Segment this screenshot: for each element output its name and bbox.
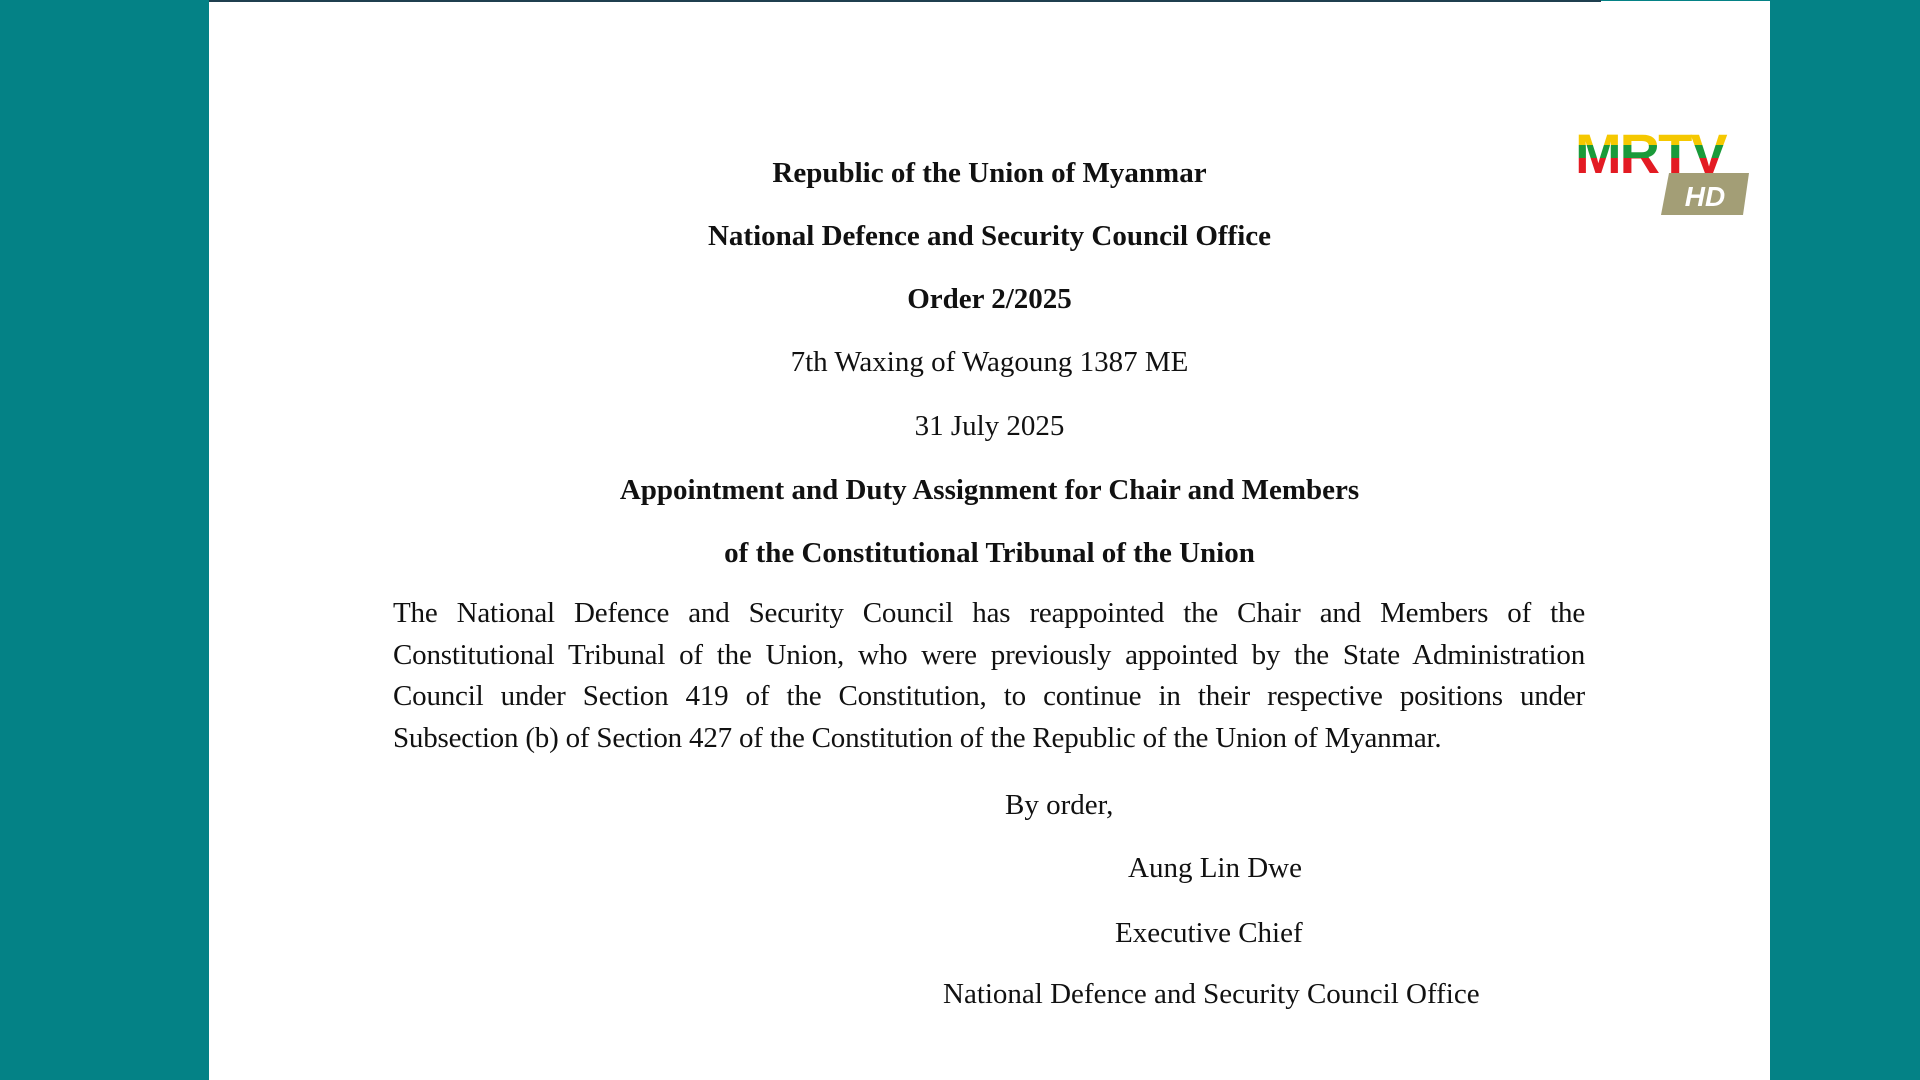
date-myanmar: 7th Waxing of Wagoung 1387 ME [790,346,1189,378]
signature-name: Aung Lin Dwe [1128,852,1302,884]
signature-title: Executive Chief [1115,917,1303,949]
signature-by-order: By order, [1005,789,1114,821]
top-border-line [209,0,1601,2]
subject-line-1: Appointment and Duty Assignment for Chair and Members [619,474,1360,506]
order-number: Order 2/2025 [907,283,1072,315]
header-country: Republic of the Union of Myanmar [772,157,1207,189]
right-frame-bar [1770,0,1920,1080]
mrtv-hd-logo [1573,123,1753,215]
date-gregorian: 31 July 2025 [914,410,1065,442]
header-office: National Defence and Security Council Office [707,220,1271,252]
document-page [209,1,1770,1080]
left-frame-bar [0,0,209,1080]
subject-line-2: of the Constitutional Tribunal of the Union [724,537,1255,569]
hd-badge-text: HD [1684,181,1726,212]
order-body-paragraph: The National Defence and Security Council has reappointed the Chair and Members of the Constitutional Tribunal of the Union, who were previously appointed by the State Administration Council under Section 419 of the Constitution, to continue in their respective positions under Subsection (b) of Section 427 of the Constitution of the Republic of the Union of Myanmar. [393,597,1585,754]
signature-office: National Defence and Security Council Office [943,978,1480,1010]
